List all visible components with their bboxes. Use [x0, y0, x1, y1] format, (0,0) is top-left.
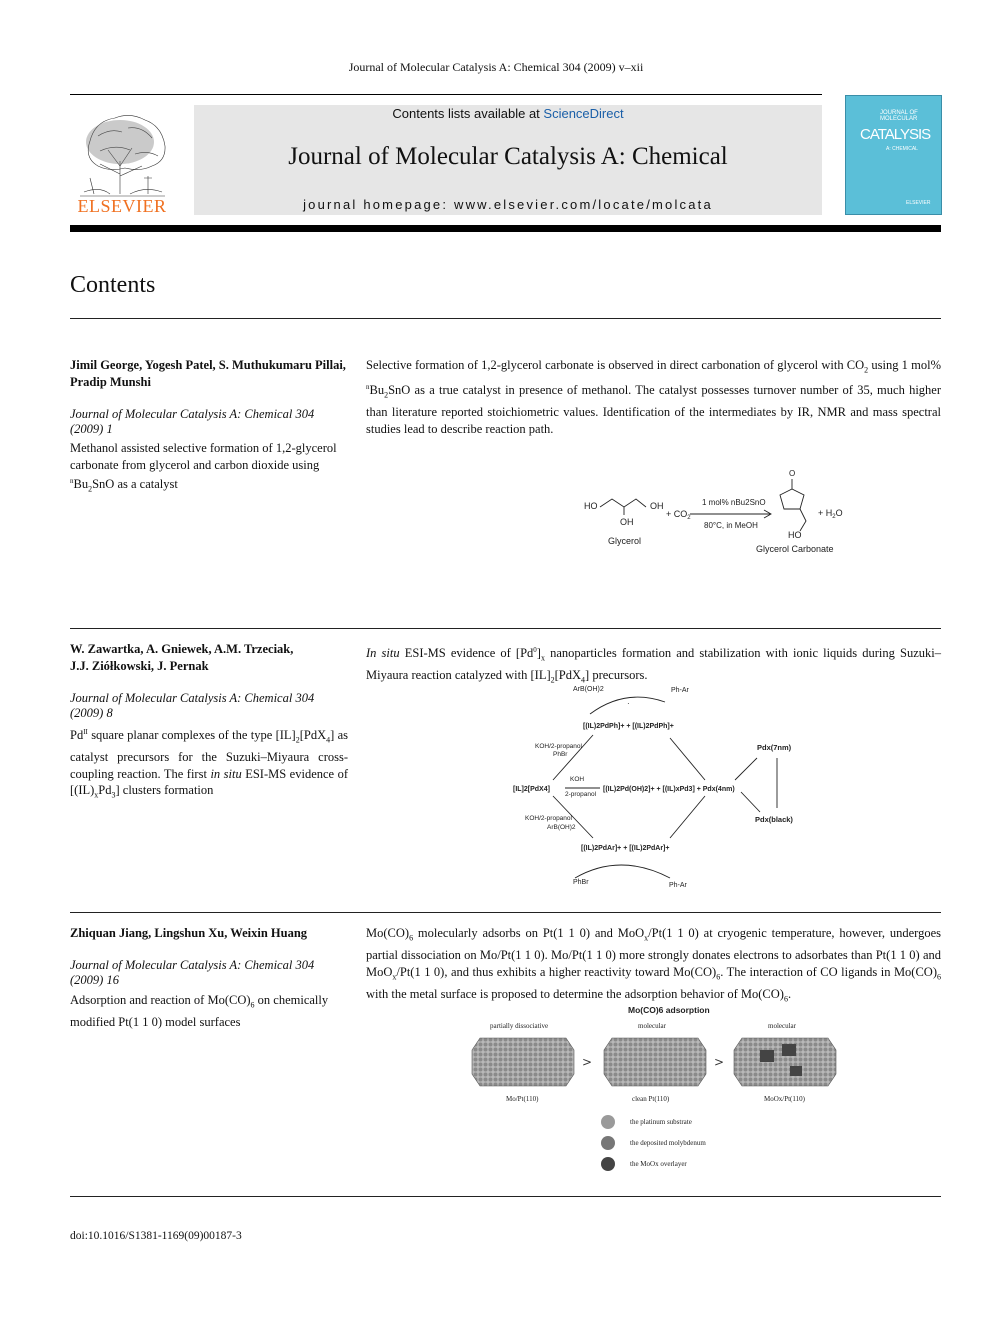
title-italic: in situ [210, 766, 242, 781]
entry-divider [70, 912, 941, 913]
conditions-label: 80°C, in MeOH [704, 521, 758, 530]
subscript: 2 [864, 365, 869, 375]
koh-propanol-1: KOH/2-propanol [535, 743, 582, 750]
pd-black: Pdx(black) [755, 815, 793, 824]
sciencedirect-link[interactable]: ScienceDirect [543, 106, 624, 121]
surface-mo-pt [472, 1038, 574, 1086]
moox-overlayer-patch [782, 1044, 796, 1056]
abstract-text: Bu [369, 383, 385, 398]
journal-citation: Journal of Molecular Catalysis A: Chemical 304 (2009) v–xii [348, 60, 644, 74]
subscript: x [94, 790, 99, 800]
title-fragment: Bu [73, 477, 89, 492]
abstract-text: . [787, 986, 792, 1001]
abstract-text: ESI-MS evidence of [Pd [399, 646, 534, 661]
abstract-italic: In situ [366, 646, 400, 661]
title-line: modified Pt(1 1 0) model surfaces [70, 1015, 241, 1029]
title-fragment: Adsorption and reaction of Mo(CO) [70, 993, 251, 1007]
journal-cover [845, 95, 942, 215]
cover-publisher: ELSEVIER [906, 200, 931, 206]
subscript: 3 [111, 790, 116, 800]
contents-availability [194, 106, 822, 121]
legend-moox: the MoOx overlayer [630, 1160, 687, 1168]
suzuki-reaction-scheme [505, 680, 805, 892]
subscript: 6 [783, 994, 788, 1003]
subscript: 6 [937, 972, 941, 981]
title-line [70, 992, 348, 1014]
journal-title: Journal of Molecular Catalysis A: Chemical [288, 143, 728, 170]
label-partially-dissociative: partially dissociative [490, 1022, 549, 1030]
superscript: 0 [533, 646, 537, 654]
arrow-middle-to-bottom [670, 796, 705, 838]
surface-label-mo-pt: Mo/Pt(110) [506, 1095, 539, 1103]
contents-prefix: Contents lists available at [392, 106, 544, 121]
glycerol-backbone [600, 499, 646, 507]
glycerol-oh-bottom: OH [620, 517, 634, 527]
carbonyl-o: O [789, 469, 796, 478]
legend-marker-moox [601, 1157, 615, 1171]
entry-1-abstract [366, 357, 941, 437]
top-complexes: [(IL)2PdPh]+ + [(IL)2PdPh]+ [583, 723, 674, 730]
subscript: 4 [581, 675, 586, 685]
arrow-middle-to-top [670, 738, 705, 780]
abstract-text: . The interaction of CO ligands in Mo(CO) [720, 964, 937, 979]
title-line: carbonate from glycerol and carbon dioxide using [70, 457, 320, 472]
entry-1-title[interactable] [70, 440, 348, 498]
cover-title: CATALYSIS [860, 126, 931, 143]
bottom-curved-arrow [575, 865, 670, 878]
abstract-text: Selective formation of 1,2-glycerol carbonate is observed in direct carbonation of glycerol with CO [366, 358, 865, 372]
abstract-text: molecularly adsorbs on Pt(1 1 0) and MoO [413, 926, 645, 940]
legend-marker-molybdenum [601, 1136, 615, 1150]
bottom-complexes: [(IL)2PdAr]+ + [(IL)2PdAr]+ [581, 845, 670, 852]
figure-title: Mo(CO)6 adsorption [628, 1005, 710, 1015]
doi[interactable]: doi:10.1016/S1381-1169(09)00187-3 [70, 1230, 242, 1242]
product-label: Glycerol Carbonate [756, 544, 834, 554]
abstract-text: using 1 mol% [868, 358, 941, 372]
greater-than-2: > [714, 1055, 725, 1069]
surface-label-clean-pt: clean Pt(110) [632, 1095, 670, 1103]
phbr-1: PhBr [553, 751, 568, 758]
product-ho: HO [788, 530, 802, 540]
subscript: x [392, 972, 397, 981]
start-complex: [IL]2[PdX4] [513, 786, 550, 793]
superscript: n [70, 477, 74, 485]
cover-small: A: CHEMICAL [886, 146, 918, 152]
title-fragment: on chemically [254, 993, 329, 1007]
section-divider [70, 318, 941, 319]
glycerol-oh-right: OH [650, 501, 664, 511]
entry-3-title[interactable] [70, 992, 348, 1031]
h2o-o: O [835, 508, 843, 518]
surface-clean-pt [604, 1038, 706, 1086]
header-divider [70, 94, 822, 95]
catalyst-label: 1 mol% nBu2SnO [702, 498, 766, 507]
entry-2-journal-ref[interactable]: Journal of Molecular Catalysis A: Chemical 304 (2009) 8 [70, 691, 315, 720]
abstract-text: /Pt(1 1 0), and thus exhibits a higher reactivity toward Mo(CO) [396, 964, 717, 979]
subscript: 6 [716, 972, 721, 981]
title-fragment: SnO as a catalyst [92, 477, 178, 492]
glycerol-ho: HO [584, 501, 598, 511]
superscript: n [366, 383, 370, 391]
entry-1-authors [70, 357, 348, 390]
scheme-dot: · [627, 699, 630, 708]
abstract-text: SnO as a true catalyst in presence of methanol. The catalyst possesses turnover number of 35, much higher than literature reported stoichiometric values. Identification of the intermediates by IR, NMR and mass spectral studies lead to describe reaction path. [366, 383, 941, 436]
h2o-subscript: 2 [832, 514, 836, 520]
entry-3-authors: Zhiquan Jiang, Lingshun Xu, Weixin Huang [70, 926, 308, 940]
moox-overlayer-patch [790, 1066, 802, 1076]
journal-homepage[interactable]: journal homepage: www.elsevier.com/locate/molcata [303, 197, 713, 212]
subscript: 6 [409, 933, 414, 943]
glycerol-label: Glycerol [608, 536, 642, 546]
title-line [70, 473, 348, 498]
propanol-label: 2-propanol [565, 791, 597, 798]
title-line: Methanol assisted selective formation of 1,2-glycerol [70, 441, 337, 455]
koh-label: KOH [570, 776, 585, 783]
phbr-bottom: PhBr [573, 879, 589, 886]
middle-species: [(IL)2Pd(OH)2]+ + [(IL)xPd3] + Pdx(4nm) [603, 786, 735, 793]
arrow-to-pd7 [735, 758, 757, 780]
plus-co2-text: + CO [666, 509, 688, 519]
entry-2-authors [70, 641, 348, 674]
authors-line: W. Zawartka, A. Gniewek, A.M. Trzeciak, [70, 642, 294, 656]
greater-than-1: > [582, 1055, 593, 1069]
entry-divider [70, 628, 941, 629]
page-title: Contents [70, 272, 156, 298]
superscript: II [83, 728, 88, 736]
elsevier-wordmark: ELSEVIER [77, 196, 167, 216]
subscript: 4 [326, 735, 331, 745]
carbonate-ring [780, 489, 804, 509]
subscript: 2 [384, 390, 389, 400]
legend-marker-platinum [601, 1115, 615, 1129]
abstract-text: [PdX [554, 668, 582, 683]
arboh2-top: ArB(OH)2 [573, 686, 604, 693]
legend-platinum: the platinum substrate [630, 1118, 692, 1126]
abstract-text: /Pt(1 1 0) at cryogenic temperature, however, undergoes partial dissociation on Mo/Pt(1 1 0). Mo/Pt(1 1 0) more strongly donates electrons to adsorbates than Pt(1 1 0) and MoO [366, 926, 941, 979]
abstract-text: with the metal surface is proposed to determine the adsorption behavior of Mo(CO) [366, 986, 784, 1001]
plus-h2o-text: + H [818, 508, 833, 518]
label-molecular-2: molecular [768, 1022, 796, 1030]
product-branch [800, 509, 806, 531]
title-fragment: Pd [98, 783, 112, 798]
title-fragment: square planar complexes of the type [IL] [87, 728, 296, 743]
abstract-text: nanoparticles formation and stabilization with ionic liquids during Suzuki–Miyaura reaction catalyzed with [IL] [366, 646, 942, 683]
phar-top: Ph-Ar [671, 687, 689, 694]
subscript: x [540, 653, 545, 663]
arrow-to-pdblack [741, 792, 760, 812]
entry-3-abstract [366, 925, 941, 1008]
pd-7nm: Pdx(7nm) [757, 743, 792, 752]
entry-3-journal-ref[interactable]: Journal of Molecular Catalysis A: Chemical 304 (2009) 16 [70, 958, 315, 987]
legend-molybdenum: the deposited molybdenum [630, 1139, 706, 1147]
abstract-text: ] [536, 646, 541, 661]
phar-bottom: Ph-Ar [669, 882, 687, 889]
plus-h2o [818, 508, 843, 520]
title-fragment: ] as catalyst precursors for the Suzuki–Miyaura cross-coupling reaction. The first [70, 728, 348, 781]
subscript: 6 [250, 1000, 255, 1010]
glycerol-carbonate-scheme [580, 465, 860, 560]
label-molecular-1: molecular [638, 1022, 666, 1030]
subscript: 2 [295, 735, 300, 745]
authors-line: Jimil George, Yogesh Patel, S. Muthukumaru Pillai, [70, 358, 346, 372]
abstract-text: ] precursors. [585, 668, 648, 683]
header-thick-bar [70, 225, 941, 232]
title-fragment: ESI-MS evidence of [(IL) [70, 766, 348, 798]
co2-subscript: 2 [687, 515, 691, 521]
surface-label-moox-pt: MoOx/Pt(110) [764, 1095, 805, 1103]
subscript: 2 [88, 484, 93, 494]
footer-divider [70, 1196, 941, 1197]
title-fragment: Pd [70, 728, 84, 743]
arboh2-mid: ArB(OH)2 [547, 824, 576, 831]
authors-line: J.J. Ziółkowski, J. Pernak [70, 658, 209, 673]
entry-2-title[interactable] [70, 724, 348, 804]
koh-propanol-2: KOH/2-propanol [525, 815, 572, 822]
abstract-text: Mo(CO) [366, 926, 410, 940]
subscript: 2 [550, 675, 555, 685]
cover-subtitle: JOURNAL OF MOLECULAR [880, 110, 918, 122]
authors-line: Pradip Munshi [70, 374, 151, 389]
title-fragment: [PdX [299, 728, 327, 743]
moox-overlayer-patch [760, 1050, 774, 1062]
plus-co2 [666, 509, 691, 521]
entry-1-journal-ref[interactable]: Journal of Molecular Catalysis A: Chemical 304 (2009) 1 [70, 407, 315, 436]
subscript: x [644, 933, 649, 943]
title-fragment: ] clusters formation [115, 783, 214, 798]
moco6-adsorption-figure [468, 1002, 838, 1177]
